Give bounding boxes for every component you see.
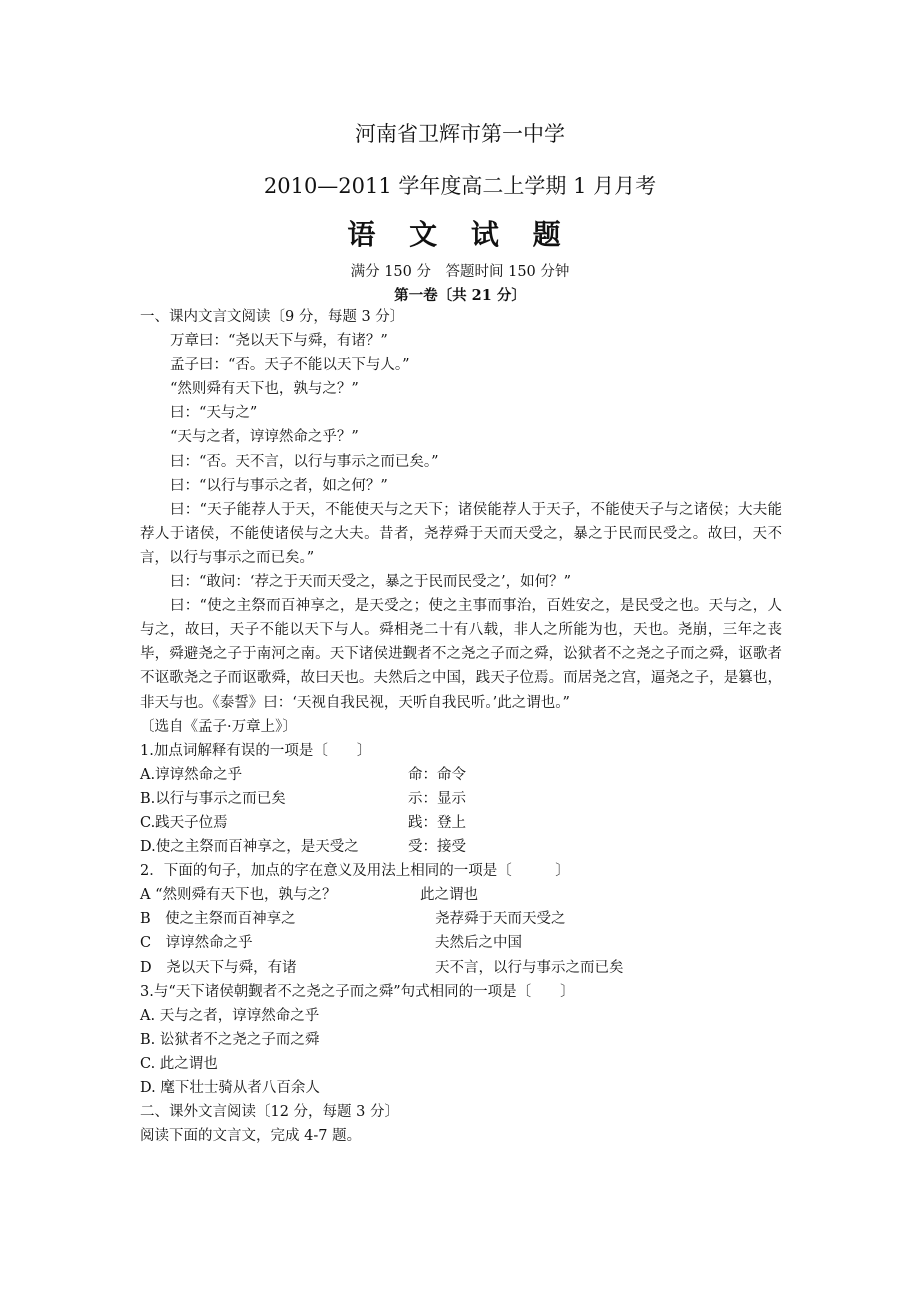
dialogue-line: 孟子曰：“否。天子不能以天下与人。”	[170, 357, 410, 374]
question-1-option	[140, 811, 782, 835]
question-1-option	[140, 835, 782, 859]
question-2-option	[140, 931, 782, 955]
volume-heading: 第一卷〔共 21 分〕	[394, 287, 526, 304]
option-text: C 谆谆然命之乎	[140, 935, 253, 952]
section2-instruction: 阅读下面的文言文，完成 4-7 题。	[140, 1128, 362, 1145]
question-3-option: C. 此之谓也	[140, 1055, 218, 1072]
question-1-option	[140, 787, 782, 811]
dialogue-line: 万章曰：“尧以天下与舜，有诸？”	[170, 333, 388, 350]
option-text: D 尧以天下与舜，有诸	[140, 959, 297, 976]
question-3-option: A. 天与之者，谆谆然命之乎	[140, 1007, 320, 1024]
subject-title: 语 文 试 题	[347, 218, 573, 251]
dialogue-line: 曰：“否。天不言，以行与事示之而已矣。”	[170, 453, 439, 470]
option-text: B 使之主祭而百神享之	[140, 911, 296, 928]
option-gloss: 受：接受	[408, 839, 466, 856]
option-text: A.谆谆然命之乎	[140, 766, 243, 783]
option-gloss: 践：登上	[408, 814, 466, 831]
exam-body	[140, 305, 782, 1148]
dialogue-line: 曰：“以行与事示之者，如之何？”	[170, 477, 388, 494]
option-compare: 尧荐舜于天而天受之	[435, 911, 566, 928]
question-1-option	[140, 763, 782, 787]
option-text: C.践天子位焉	[140, 814, 228, 831]
section1-heading: 一、课内文言文阅读〔9 分，每题 3 分〕	[140, 309, 405, 325]
option-text: A “然则舜有天下也，孰与之？	[140, 887, 337, 904]
option-compare: 此之谓也	[420, 887, 478, 904]
question-2-option	[140, 883, 782, 907]
option-compare: 夫然后之中国	[435, 935, 522, 952]
question-3-stem: 3.与“天下诸侯朝觐者不之尧之子而之舜”句式相同的一项是〔 〕	[140, 983, 575, 1000]
school-title: 河南省卫辉市第一中学	[355, 122, 565, 146]
section2-heading: 二、课外文言阅读〔12 分，每题 3 分〕	[140, 1104, 400, 1121]
question-3-option: B. 讼狱者不之尧之子而之舜	[140, 1031, 320, 1048]
option-text: D.使之主祭而百神享之，是天受之	[140, 839, 359, 856]
dialogue-line: 曰：“敢问：‘荐之于天而天受之，暴之于民而民受之’，如何？”	[170, 574, 572, 591]
question-2-stem: 2．下面的句子，加点的字在意义及用法上相同的一项是〔 〕	[140, 863, 570, 880]
option-gloss: 命：命令	[408, 766, 466, 783]
dialogue-line: “天与之者，谆谆然命之乎？”	[170, 429, 359, 446]
exam-info: 满分 150 分 答题时间 150 分钟	[350, 264, 570, 280]
dialogue-line: “然则舜有天下也，孰与之？”	[170, 381, 359, 398]
option-gloss: 示：显示	[408, 790, 466, 807]
question-1-stem: 1.加点词解释有误的一项是〔 〕	[140, 742, 372, 759]
option-text: B.以行与事示之而已矣	[140, 790, 286, 807]
exam-title: 2010—2011 学年度高二上学期 1 月月考	[263, 174, 657, 198]
passage-paragraph: 曰：“天子能荐人于天，不能使天与之天下；诸侯能荐人于天子，不能使天子与之诸侯；大夫能荐人于诸侯，不能使诸侯与之大夫。昔者，尧荐舜于天而天受之，暴之于民而民受之。故曰，天不言，以行与事示之而已矣。”	[140, 501, 782, 566]
question-3-option: D. 麾下壮士骑从者八百余人	[140, 1080, 320, 1096]
passage-source: 〔选自《孟子·万章上》〕	[140, 718, 297, 735]
question-2-option	[140, 956, 782, 980]
dialogue-line: 曰：“天与之”	[170, 405, 258, 422]
option-compare: 天不言，以行与事示之而已矣	[435, 959, 624, 976]
passage-paragraph: 曰：“使之主祭而百神享之，是天受之；使之主事而事治，百姓安之，是民受之也。天与之，人与之，故曰，天子不能以天下与人。舜相尧二十有八载，非人之所能为也，天也。尧崩，三年之丧毕，舜避尧之子于南河之南。天下诸侯进觐者不之尧之子而之舜，讼狱者不之尧之子而之舜，讴歌者不讴歌尧之子而讴歌舜，故曰天也。夫然后之中国，践天子位焉。而居尧之宫，逼尧之子，是篡也，非天与也。《泰誓》曰：‘天视自我民视，天听自我民听。’此之谓也。”	[140, 598, 782, 711]
question-2-option	[140, 907, 782, 931]
